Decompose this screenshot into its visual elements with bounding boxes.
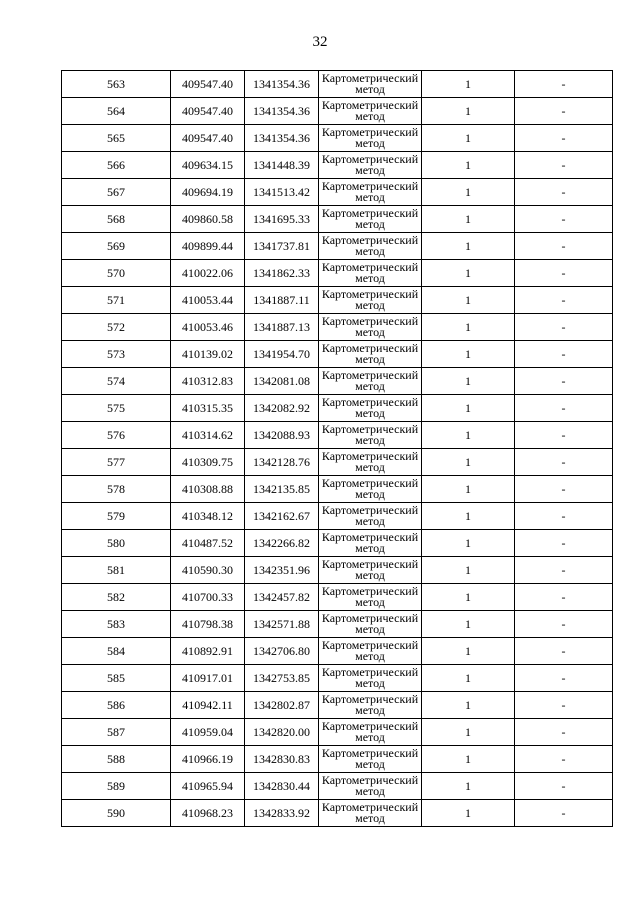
- x-coordinate-cell: 410348.12: [171, 503, 245, 530]
- count-cell: 1: [422, 422, 515, 449]
- method-line-2: метод: [355, 325, 385, 339]
- note-cell: -: [515, 746, 613, 773]
- y-coordinate-cell: 1341513.42: [245, 179, 319, 206]
- note-cell: -: [515, 692, 613, 719]
- method-line-2: метод: [355, 217, 385, 231]
- method-line-1: Картометрический: [321, 476, 419, 490]
- x-coordinate-cell: 410959.04: [171, 719, 245, 746]
- method-line-2: метод: [355, 379, 385, 393]
- note-cell: -: [515, 638, 613, 665]
- y-coordinate-cell: 1341887.11: [245, 287, 319, 314]
- y-coordinate-cell: 1341354.36: [245, 71, 319, 98]
- method-line-1: Картометрический: [321, 98, 419, 112]
- method-line-1: Картометрический: [321, 449, 419, 463]
- y-coordinate-cell: 1342088.93: [245, 422, 319, 449]
- count-cell: 1: [422, 233, 515, 260]
- x-coordinate-cell: 409547.40: [171, 125, 245, 152]
- method-line-2: метод: [355, 433, 385, 447]
- method-line-2: метод: [355, 730, 385, 744]
- method-line-2: метод: [355, 109, 385, 123]
- table-row: [62, 395, 613, 422]
- point-number-cell: 590: [62, 800, 171, 827]
- table-row: [62, 530, 613, 557]
- page-number: 32: [312, 34, 328, 50]
- table-row: [62, 611, 613, 638]
- table-row: [62, 341, 613, 368]
- y-coordinate-cell: 1341887.13: [245, 314, 319, 341]
- method-line-1: Картометрический: [321, 287, 419, 301]
- method-line-2: метод: [355, 568, 385, 582]
- note-cell: -: [515, 395, 613, 422]
- method-line-2: метод: [355, 649, 385, 663]
- method-line-1: Картометрический: [321, 314, 419, 328]
- method-line-1: Картометрический: [321, 746, 419, 760]
- method-cell: [319, 503, 422, 530]
- method-line-2: метод: [355, 784, 385, 798]
- note-cell: -: [515, 260, 613, 287]
- method-cell: [319, 368, 422, 395]
- method-line-2: метод: [355, 298, 385, 312]
- count-cell: 1: [422, 152, 515, 179]
- method-cell: [319, 746, 422, 773]
- point-number-cell: 571: [62, 287, 171, 314]
- method-line-1: Картометрический: [321, 719, 419, 733]
- point-number-cell: 582: [62, 584, 171, 611]
- table-row: [62, 260, 613, 287]
- method-cell: [319, 395, 422, 422]
- method-line-2: метод: [355, 352, 385, 366]
- note-cell: -: [515, 773, 613, 800]
- count-cell: 1: [422, 665, 515, 692]
- table-row: [62, 719, 613, 746]
- note-cell: -: [515, 179, 613, 206]
- x-coordinate-cell: 410942.11: [171, 692, 245, 719]
- method-line-2: метод: [355, 406, 385, 420]
- count-cell: 1: [422, 476, 515, 503]
- count-cell: 1: [422, 341, 515, 368]
- note-cell: -: [515, 314, 613, 341]
- method-line-2: метод: [355, 460, 385, 474]
- x-coordinate-cell: 410968.23: [171, 800, 245, 827]
- x-coordinate-cell: 409547.40: [171, 71, 245, 98]
- x-coordinate-cell: 410966.19: [171, 746, 245, 773]
- count-cell: 1: [422, 692, 515, 719]
- table-row: [62, 71, 613, 98]
- x-coordinate-cell: 409860.58: [171, 206, 245, 233]
- method-line-1: Картометрический: [321, 125, 419, 139]
- point-number-cell: 578: [62, 476, 171, 503]
- method-cell: [319, 773, 422, 800]
- table-row: [62, 665, 613, 692]
- method-cell: [319, 530, 422, 557]
- y-coordinate-cell: 1342753.85: [245, 665, 319, 692]
- note-cell: -: [515, 71, 613, 98]
- method-line-2: метод: [355, 541, 385, 555]
- method-cell: [319, 152, 422, 179]
- note-cell: -: [515, 233, 613, 260]
- method-line-1: Картометрический: [321, 422, 419, 436]
- note-cell: -: [515, 557, 613, 584]
- method-line-2: метод: [355, 136, 385, 150]
- x-coordinate-cell: 410965.94: [171, 773, 245, 800]
- table-row: [62, 800, 613, 827]
- method-line-1: Картометрический: [321, 557, 419, 571]
- count-cell: 1: [422, 557, 515, 584]
- method-cell: [319, 557, 422, 584]
- y-coordinate-cell: 1341737.81: [245, 233, 319, 260]
- method-line-2: метод: [355, 190, 385, 204]
- y-coordinate-cell: 1342081.08: [245, 368, 319, 395]
- count-cell: 1: [422, 368, 515, 395]
- y-coordinate-cell: 1342833.92: [245, 800, 319, 827]
- y-coordinate-cell: 1342706.80: [245, 638, 319, 665]
- x-coordinate-cell: 410312.83: [171, 368, 245, 395]
- table-row: [62, 449, 613, 476]
- y-coordinate-cell: 1342571.88: [245, 611, 319, 638]
- method-line-2: метод: [355, 622, 385, 636]
- method-line-1: Картометрический: [321, 152, 419, 166]
- point-number-cell: 573: [62, 341, 171, 368]
- method-cell: [319, 125, 422, 152]
- method-line-1: Картометрический: [321, 179, 419, 193]
- method-line-2: метод: [355, 82, 385, 96]
- x-coordinate-cell: 410798.38: [171, 611, 245, 638]
- note-cell: -: [515, 476, 613, 503]
- note-cell: -: [515, 611, 613, 638]
- y-coordinate-cell: 1342351.96: [245, 557, 319, 584]
- method-line-1: Картометрический: [321, 584, 419, 598]
- method-line-1: Картометрический: [321, 233, 419, 247]
- coordinates-table: [61, 70, 613, 827]
- y-coordinate-cell: 1342457.82: [245, 584, 319, 611]
- y-coordinate-cell: 1342162.67: [245, 503, 319, 530]
- x-coordinate-cell: 410022.06: [171, 260, 245, 287]
- note-cell: -: [515, 287, 613, 314]
- y-coordinate-cell: 1342266.82: [245, 530, 319, 557]
- point-number-cell: 579: [62, 503, 171, 530]
- x-coordinate-cell: 410892.91: [171, 638, 245, 665]
- method-cell: [319, 476, 422, 503]
- count-cell: 1: [422, 449, 515, 476]
- note-cell: -: [515, 665, 613, 692]
- count-cell: 1: [422, 773, 515, 800]
- note-cell: -: [515, 368, 613, 395]
- note-cell: -: [515, 530, 613, 557]
- method-cell: [319, 449, 422, 476]
- table-row: [62, 125, 613, 152]
- point-number-cell: 567: [62, 179, 171, 206]
- method-line-2: метод: [355, 487, 385, 501]
- note-cell: -: [515, 449, 613, 476]
- x-coordinate-cell: 410308.88: [171, 476, 245, 503]
- method-cell: [319, 179, 422, 206]
- point-number-cell: 565: [62, 125, 171, 152]
- method-line-1: Картометрический: [321, 665, 419, 679]
- method-line-1: Картометрический: [321, 800, 419, 814]
- point-number-cell: 569: [62, 233, 171, 260]
- method-cell: [319, 233, 422, 260]
- method-cell: [319, 584, 422, 611]
- y-coordinate-cell: 1341954.70: [245, 341, 319, 368]
- count-cell: 1: [422, 719, 515, 746]
- point-number-cell: 577: [62, 449, 171, 476]
- y-coordinate-cell: 1341695.33: [245, 206, 319, 233]
- y-coordinate-cell: 1342802.87: [245, 692, 319, 719]
- x-coordinate-cell: 410487.52: [171, 530, 245, 557]
- table-row: [62, 422, 613, 449]
- table-row: [62, 368, 613, 395]
- x-coordinate-cell: 409899.44: [171, 233, 245, 260]
- x-coordinate-cell: 409694.19: [171, 179, 245, 206]
- count-cell: 1: [422, 638, 515, 665]
- note-cell: -: [515, 98, 613, 125]
- point-number-cell: 563: [62, 71, 171, 98]
- method-cell: [319, 692, 422, 719]
- count-cell: 1: [422, 395, 515, 422]
- table-row: [62, 503, 613, 530]
- note-cell: -: [515, 422, 613, 449]
- x-coordinate-cell: 410309.75: [171, 449, 245, 476]
- y-coordinate-cell: 1341354.36: [245, 125, 319, 152]
- y-coordinate-cell: 1342128.76: [245, 449, 319, 476]
- point-number-cell: 570: [62, 260, 171, 287]
- table-row: [62, 206, 613, 233]
- y-coordinate-cell: 1341862.33: [245, 260, 319, 287]
- point-number-cell: 564: [62, 98, 171, 125]
- method-cell: [319, 665, 422, 692]
- method-line-1: Картометрический: [321, 368, 419, 382]
- method-line-2: метод: [355, 595, 385, 609]
- note-cell: -: [515, 800, 613, 827]
- method-cell: [319, 287, 422, 314]
- method-cell: [319, 98, 422, 125]
- x-coordinate-cell: 410053.44: [171, 287, 245, 314]
- y-coordinate-cell: 1341354.36: [245, 98, 319, 125]
- point-number-cell: 575: [62, 395, 171, 422]
- table-row: [62, 179, 613, 206]
- count-cell: 1: [422, 260, 515, 287]
- method-line-1: Картометрический: [321, 530, 419, 544]
- count-cell: 1: [422, 98, 515, 125]
- table-row: [62, 152, 613, 179]
- point-number-cell: 580: [62, 530, 171, 557]
- method-line-1: Картометрический: [321, 341, 419, 355]
- table-row: [62, 557, 613, 584]
- method-line-1: Картометрический: [321, 773, 419, 787]
- point-number-cell: 585: [62, 665, 171, 692]
- method-line-1: Картометрический: [321, 638, 419, 652]
- method-cell: [319, 638, 422, 665]
- x-coordinate-cell: 410590.30: [171, 557, 245, 584]
- point-number-cell: 587: [62, 719, 171, 746]
- method-cell: [319, 341, 422, 368]
- table-row: [62, 287, 613, 314]
- count-cell: 1: [422, 746, 515, 773]
- method-cell: [319, 422, 422, 449]
- x-coordinate-cell: 410315.35: [171, 395, 245, 422]
- method-line-1: Картометрический: [321, 71, 419, 85]
- method-line-2: метод: [355, 757, 385, 771]
- method-line-2: метод: [355, 676, 385, 690]
- table-row: [62, 233, 613, 260]
- point-number-cell: 583: [62, 611, 171, 638]
- note-cell: -: [515, 152, 613, 179]
- note-cell: -: [515, 341, 613, 368]
- method-line-2: метод: [355, 703, 385, 717]
- count-cell: 1: [422, 206, 515, 233]
- note-cell: -: [515, 719, 613, 746]
- method-cell: [319, 260, 422, 287]
- x-coordinate-cell: 410917.01: [171, 665, 245, 692]
- point-number-cell: 584: [62, 638, 171, 665]
- y-coordinate-cell: 1342135.85: [245, 476, 319, 503]
- point-number-cell: 588: [62, 746, 171, 773]
- x-coordinate-cell: 410314.62: [171, 422, 245, 449]
- method-line-1: Картометрический: [321, 611, 419, 625]
- count-cell: 1: [422, 584, 515, 611]
- method-cell: [319, 206, 422, 233]
- method-cell: [319, 611, 422, 638]
- count-cell: 1: [422, 125, 515, 152]
- method-line-1: Картометрический: [321, 692, 419, 706]
- y-coordinate-cell: 1342830.44: [245, 773, 319, 800]
- table-row: [62, 746, 613, 773]
- method-cell: [319, 719, 422, 746]
- y-coordinate-cell: 1342830.83: [245, 746, 319, 773]
- count-cell: 1: [422, 71, 515, 98]
- method-line-1: Картометрический: [321, 503, 419, 517]
- table-row: [62, 773, 613, 800]
- method-line-2: метод: [355, 811, 385, 825]
- point-number-cell: 574: [62, 368, 171, 395]
- table-row: [62, 476, 613, 503]
- y-coordinate-cell: 1342820.00: [245, 719, 319, 746]
- note-cell: -: [515, 125, 613, 152]
- method-line-2: метод: [355, 163, 385, 177]
- x-coordinate-cell: 409547.40: [171, 98, 245, 125]
- method-line-1: Картометрический: [321, 260, 419, 274]
- method-line-1: Картометрический: [321, 395, 419, 409]
- method-line-2: метод: [355, 244, 385, 258]
- note-cell: -: [515, 584, 613, 611]
- point-number-cell: 586: [62, 692, 171, 719]
- count-cell: 1: [422, 530, 515, 557]
- method-line-1: Картометрический: [321, 206, 419, 220]
- method-cell: [319, 314, 422, 341]
- table-row: [62, 314, 613, 341]
- x-coordinate-cell: 409634.15: [171, 152, 245, 179]
- point-number-cell: 568: [62, 206, 171, 233]
- table-row: [62, 584, 613, 611]
- count-cell: 1: [422, 314, 515, 341]
- point-number-cell: 566: [62, 152, 171, 179]
- table-row: [62, 692, 613, 719]
- count-cell: 1: [422, 800, 515, 827]
- note-cell: -: [515, 206, 613, 233]
- point-number-cell: 581: [62, 557, 171, 584]
- method-cell: [319, 800, 422, 827]
- point-number-cell: 576: [62, 422, 171, 449]
- method-line-2: метод: [355, 514, 385, 528]
- method-cell: [319, 71, 422, 98]
- x-coordinate-cell: 410053.46: [171, 314, 245, 341]
- x-coordinate-cell: 410700.33: [171, 584, 245, 611]
- method-line-2: метод: [355, 271, 385, 285]
- point-number-cell: 589: [62, 773, 171, 800]
- count-cell: 1: [422, 287, 515, 314]
- count-cell: 1: [422, 503, 515, 530]
- y-coordinate-cell: 1342082.92: [245, 395, 319, 422]
- table-body: [62, 71, 613, 827]
- table-row: [62, 98, 613, 125]
- note-cell: -: [515, 503, 613, 530]
- y-coordinate-cell: 1341448.39: [245, 152, 319, 179]
- point-number-cell: 572: [62, 314, 171, 341]
- count-cell: 1: [422, 179, 515, 206]
- table-row: [62, 638, 613, 665]
- count-cell: 1: [422, 611, 515, 638]
- x-coordinate-cell: 410139.02: [171, 341, 245, 368]
